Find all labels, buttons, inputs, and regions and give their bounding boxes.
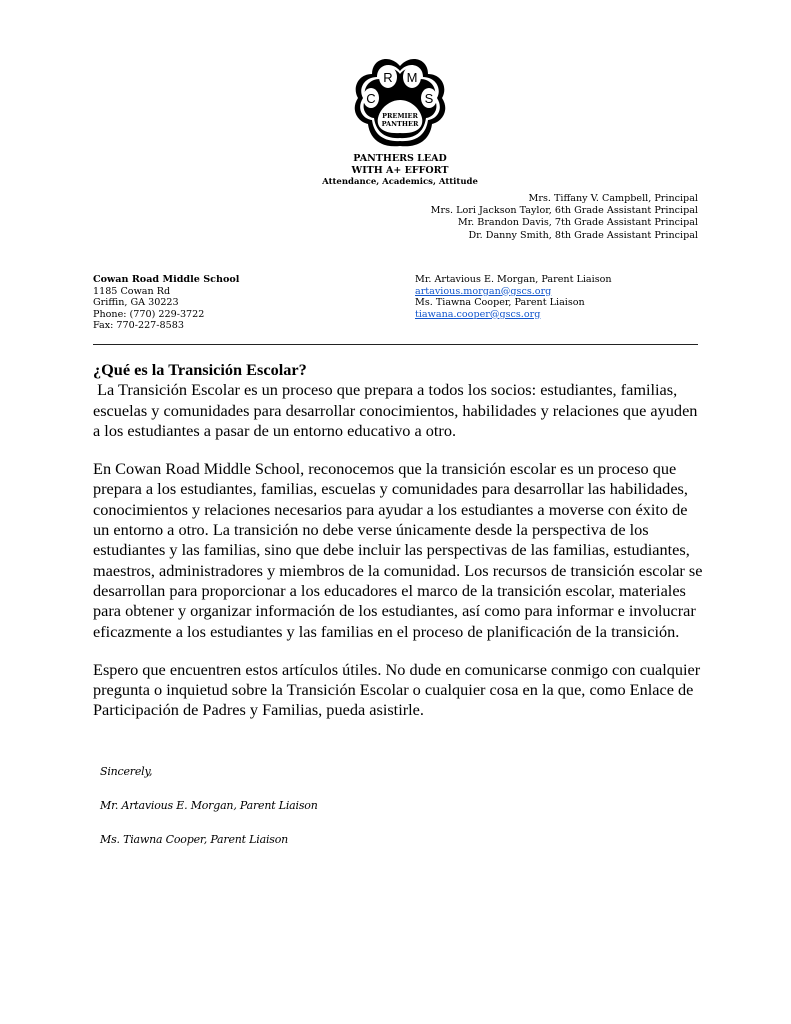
school-contact xyxy=(93,274,239,332)
school-address: 1185 Cowan Rd xyxy=(93,285,171,297)
admin-8th-grade-ap: Dr. Danny Smith, 8th Grade Assistant Principal xyxy=(468,229,698,241)
letter-heading: ¿Qué es la Transición Escolar? xyxy=(93,360,307,379)
signature-line-2: Ms. Tiawna Cooper, Parent Liaison xyxy=(100,833,289,846)
liaison-1-email-link[interactable]: artavious.morgan@gscs.org xyxy=(415,285,552,297)
paragraph-3: Espero que encuentren estos artículos útiles. No dude en comunicarse conmigo con cualquier pregunta o inquietud sobre la Transición Escolar o cualquier cosa en la que, como Enlace de Participación de Padres y Familias, pueda asistirle. xyxy=(93,659,701,720)
admin-6th-grade-ap: Mrs. Lori Jackson Taylor, 6th Grade Assistant Principal xyxy=(430,205,698,217)
signature-closing: Sincerely, xyxy=(100,765,153,778)
svg-text:R: R xyxy=(383,70,393,85)
svg-text:PREMIER: PREMIER xyxy=(382,112,418,120)
slogan-line-3: Attendance, Academics, Attitude xyxy=(322,177,478,187)
admin-principal: Mrs. Tiffany V. Campbell, Principal xyxy=(528,193,698,204)
slogan-line-1: PANTHERS LEAD xyxy=(353,153,447,164)
svg-text:S: S xyxy=(424,91,434,106)
liaison-contacts xyxy=(415,274,612,320)
administration-list xyxy=(431,193,698,242)
liaison-1-name: Mr. Artavious E. Morgan, Parent Liaison xyxy=(415,274,612,285)
header-divider xyxy=(93,344,698,345)
liaison-2-name: Ms. Tiawna Cooper, Parent Liaison xyxy=(415,297,585,309)
school-name: Cowan Road Middle School xyxy=(93,274,240,285)
signature-line-1: Mr. Artavious E. Morgan, Parent Liaison xyxy=(100,799,318,812)
paragraph-1: La Transición Escolar es un proceso que prepara a todos los socios: estudiantes, familias, escuelas y comunidades para desarrollar conocimientos, habilidades y relaciones que ayuden a los estudiantes a pasar de un entorno educativo a otro. xyxy=(93,380,702,440)
school-phone: Phone: (770) 229-3722 xyxy=(93,308,205,320)
school-fax: Fax: 770-227-8583 xyxy=(93,320,184,332)
svg-text:C: C xyxy=(366,91,376,106)
school-city: Griffin, GA 30223 xyxy=(93,297,179,309)
school-logo xyxy=(350,52,450,152)
svg-text:PANTHER: PANTHER xyxy=(381,120,419,128)
paw-print-icon xyxy=(350,52,450,152)
slogan-line-2: WITH A+ EFFORT xyxy=(351,165,449,176)
paragraph-2: En Cowan Road Middle School, reconocemos que la transición escolar es un proceso que prepara a los estudiantes, familias, escuelas y comunidades para desarrollar las habilidades, conocimientos y relaciones necesarios para ayudar a los estudiantes a moverse con éxito de un entorno a otro. La transición no debe verse únicamente desde la perspectiva de los estudiantes y las familias, sino que debe incluir las perspectivas de las familias, estudiantes, maestros, administradores y miembros de la comunidad. Los recursos de transición escolar se desarrollan para proporcionar a los educadores el marco de la transición escolar, materiales para obtener y organizar información de los estudiantes, así como para informar e involucrar eficazmente a los estudiantes y las familias en el proceso de planificación de la transición. xyxy=(93,459,703,641)
liaison-2-email-link[interactable]: tiawana.cooper@gscs.org xyxy=(415,308,541,320)
svg-text:M: M xyxy=(406,70,418,85)
admin-7th-grade-ap: Mr. Brandon Davis, 7th Grade Assistant Principal xyxy=(457,217,698,229)
letter-body xyxy=(93,360,703,739)
